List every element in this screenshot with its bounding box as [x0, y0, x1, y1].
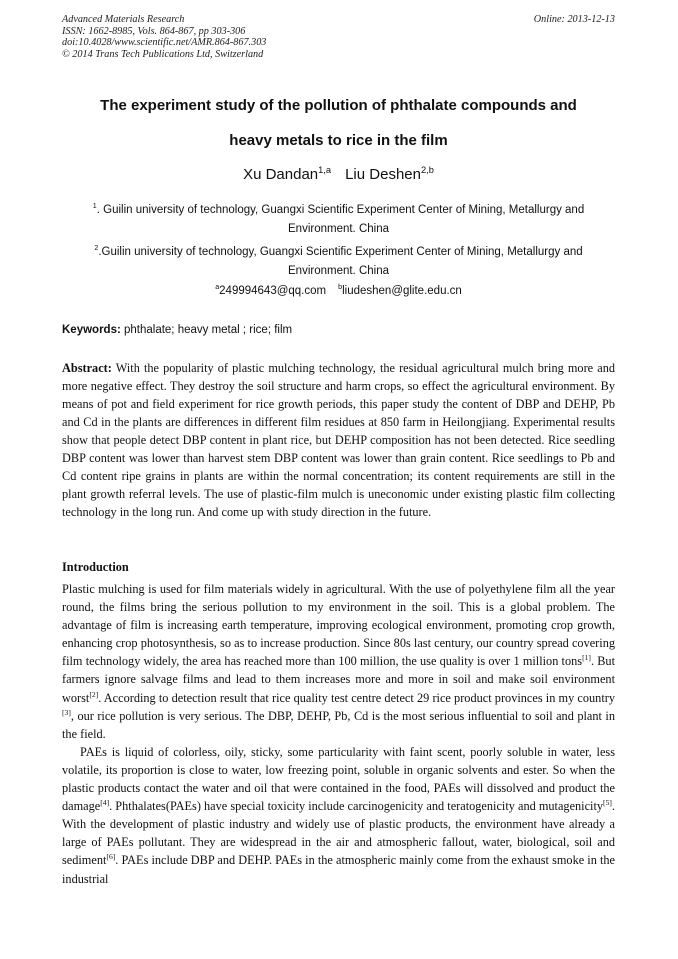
keywords [62, 324, 615, 336]
abstract [62, 359, 615, 521]
title-line-2: heavy metals to rice in the film [229, 132, 448, 149]
affiliation-superscript: 2 [94, 244, 99, 253]
author-superscript: 2,b [420, 165, 434, 175]
paragraph-text: Plastic mulching is used for film materials widely in agricultural. With the use of polyethylene film all the year round, the films bring the serious pollution to my environment in the soil. This is a global problem. The advantage of film is increasing earth temperature, improving ecological environment, promoting crop growth, enhancing crop photosynthesis, so as to increase production. Since 80s last century, our country spread covering film technology widely, the area has reached more than 100 million, the use quality is over 1 million tons [62, 582, 615, 669]
email-superscript: a [215, 283, 220, 292]
copyright-line: © 2014 Trans Tech Publications Ltd, Switzerland [62, 48, 264, 60]
email-address: liudeshen@glite.edu.cn [342, 285, 462, 297]
section-heading-introduction: Introduction [62, 560, 129, 574]
paragraph-text: . But farmers ignore salvage films and lead to them increases more and more in soil and make soil environment worst [62, 654, 615, 705]
journal-name: Advanced Materials Research [62, 14, 185, 25]
keywords-label: Keywords: [62, 324, 121, 336]
affiliation-text: . Guilin university of technology, Guangxi Scientific Experiment Center of Mining, Metallurgy and Environment. China [96, 204, 585, 235]
doi-line: doi:10.4028/www.scientific.net/AMR.864-867.303 [62, 37, 267, 48]
paper-title [62, 88, 615, 158]
author-list [62, 166, 615, 183]
email-address: 249994643@qq.com [219, 285, 327, 297]
author-name: Xu Dandan [243, 166, 319, 183]
paragraph-text: , our rice pollution is very serious. The DBP, DEHP, Pb, Cd is the most serious influential to soil and plant in the field. [62, 708, 615, 741]
citation: [1] [582, 653, 591, 663]
keywords-text: phthalate; heavy metal ; rice; film [120, 324, 293, 336]
citation: [3] [62, 707, 71, 717]
citation: [5] [603, 798, 612, 808]
email-superscript: b [338, 283, 343, 292]
affiliation-1 [62, 201, 615, 239]
paragraph-text: . According to detection result that rice quality test centre detect 29 rice product provinces in my country [98, 690, 615, 705]
affiliation-2 [62, 243, 615, 281]
introduction-body [62, 580, 615, 888]
citation: [4] [100, 798, 110, 808]
title-line-1: The experiment study of the pollution of phthalate compounds and [100, 97, 577, 114]
journal-header [62, 14, 615, 60]
paragraph-text: PAEs is liquid of colorless, oily, sticky, some particularity with faint scent, poorly soluble in water, less volatile, its proportion is close to water, low freezing point, soluble in organic solvents and ester. So when the plastic products contact the water and oil that were contained in the food, PAEs will dissolved and product the damage [62, 744, 615, 814]
citation: [2] [89, 689, 99, 699]
issn-line: ISSN: 1662-8985, Vols. 864-867, pp 303-306 [62, 25, 246, 37]
affiliation-superscript: 1 [92, 202, 97, 211]
abstract-text: With the popularity of plastic mulching technology, the residual agricultural mulch bring more and more negative effect. They destroy the soil structure and harm crops, so effect the agricultural environment. By means of pot and field experiment for rice growth periods, this paper study the content of DBP and DEHP, Pb and Cd in the plants are differences in different film residues at 850 farm in Heilongjiang. Experimental results show that people detect DBP content in plant rice, but DEHP composition has not been detected. Rice seedling DBP content was lower than harvest stem DBP content was lower than grain content. Rice seedlings to Pb and Cd content ripe grains in plants are within the normal concentration; its content requirements are still in the plant growth referral levels. The use of plastic-film mulch is uneconomic under existing plastic film collecting technology in the long run. And come up with study direction in the future. [62, 361, 615, 520]
citation: [6] [106, 852, 116, 862]
email-line [62, 285, 615, 297]
online-date: Online: 2013-12-13 [533, 14, 615, 25]
author-name: Liu Deshen [345, 166, 421, 183]
paragraph-text: . PAEs include DBP and DEHP. PAEs in the atmospheric mainly come from the exhaust smoke in the industrial [62, 853, 615, 886]
paragraph [62, 743, 615, 888]
affiliation-text: .Guilin university of technology, Guangxi Scientific Experiment Center of Mining, Metallurgy and Environment. China [98, 246, 583, 277]
paragraph-text: . Phthalates(PAEs) have special toxicity include carcinogenicity and teratogenicity and mutagenicity [109, 799, 604, 814]
abstract-label: Abstract: [62, 361, 112, 375]
paragraph [62, 580, 615, 743]
author-superscript: 1,a [318, 165, 332, 175]
paragraph-text: . With the development of plastic industry and widely use of plastic products, the environment have already a large of PAEs pollutant. They are widespread in the air and atmospheric fallout, water, biological, soil and sediment [62, 799, 615, 868]
